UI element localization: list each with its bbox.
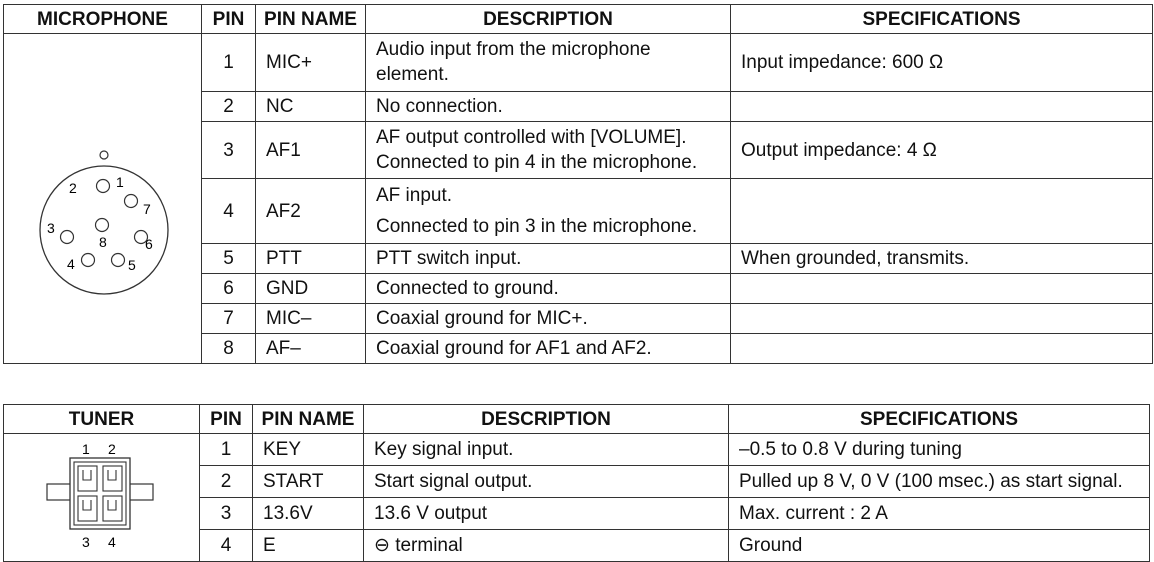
tuner-pinout-table [3, 404, 1150, 562]
pin-name: NC [256, 91, 366, 121]
pin-description [366, 179, 731, 244]
pin-name: AF1 [256, 121, 366, 179]
pin-description: Connected to ground. [366, 274, 731, 304]
description-line: AF input. [376, 185, 453, 207]
pin-specification [731, 334, 1153, 364]
pin-description: Coaxial ground for AF1 and AF2. [366, 334, 731, 364]
pin-description [366, 34, 731, 92]
header-specifications: SPECIFICATIONS [729, 405, 1150, 434]
pin-description: Key signal input. [364, 434, 729, 466]
pin-label-1: 1 [116, 174, 124, 190]
pin-specification: –0.5 to 0.8 V during tuning [729, 434, 1150, 466]
pin-description: 13.6 V output [364, 498, 729, 530]
description-line: AF output controlled with [VOLUME]. [376, 127, 687, 149]
pin-specification: Pulled up 8 V, 0 V (100 msec.) as start signal. [729, 466, 1150, 498]
pin-label-7: 7 [143, 201, 151, 217]
pin-number: 1 [200, 434, 253, 466]
pin-number: 4 [200, 530, 253, 562]
header-pin-name: PIN NAME [256, 5, 366, 34]
header-connector: TUNER [4, 405, 200, 434]
pin-label-2: 2 [108, 441, 116, 457]
pin-name: KEY [253, 434, 364, 466]
pin-label-2: 2 [69, 180, 77, 196]
table-row [4, 34, 1153, 92]
pin-number: 2 [200, 466, 253, 498]
header-pin: PIN [200, 405, 253, 434]
pin-specification [731, 91, 1153, 121]
header-specifications: SPECIFICATIONS [731, 5, 1153, 34]
pin-name: GND [256, 274, 366, 304]
header-row [4, 405, 1150, 434]
header-pin: PIN [202, 5, 256, 34]
tuner-connector-icon [4, 434, 200, 554]
pin-label-4: 4 [67, 256, 75, 272]
pin-number: 3 [202, 121, 256, 179]
pin-specification: Input impedance: 600 Ω [731, 34, 1153, 92]
pin-description [366, 121, 731, 179]
header-description: DESCRIPTION [366, 5, 731, 34]
pin-specification: Ground [729, 530, 1150, 562]
pin-description: PTT switch input. [366, 244, 731, 274]
pin-name: MIC– [256, 304, 366, 334]
pin-specification: When grounded, transmits. [731, 244, 1153, 274]
pin-specification: Output impedance: 4 Ω [731, 121, 1153, 179]
microphone-connector-icon [4, 34, 202, 356]
pin-label-3: 3 [47, 220, 55, 236]
pin-name: AF– [256, 334, 366, 364]
pin-number: 5 [202, 244, 256, 274]
microphone-connector-diagram [4, 34, 202, 364]
pin-specification [731, 304, 1153, 334]
pin-name: START [253, 466, 364, 498]
pin-description: Coaxial ground for MIC+. [366, 304, 731, 334]
description-line: element. [376, 64, 449, 86]
pin-label-6: 6 [145, 236, 153, 252]
header-description: DESCRIPTION [364, 405, 729, 434]
pin-name: E [253, 530, 364, 562]
description-line: Connected to pin 3 in the microphone. [376, 216, 698, 238]
microphone-pinout-table [3, 4, 1153, 364]
pin-label-5: 5 [128, 257, 136, 273]
header-row [4, 5, 1153, 34]
pin-number: 1 [202, 34, 256, 92]
pin-number: 3 [200, 498, 253, 530]
pin-specification: Max. current : 2 A [729, 498, 1150, 530]
pin-number: 7 [202, 304, 256, 334]
pin-name: AF2 [256, 179, 366, 244]
table-row [4, 434, 1150, 466]
header-connector: MICROPHONE [4, 5, 202, 34]
pin-description: ⊖ terminal [364, 530, 729, 562]
pin-description: No connection. [366, 91, 731, 121]
pin-number: 2 [202, 91, 256, 121]
pin-name: PTT [256, 244, 366, 274]
description-line: Audio input from the microphone [376, 39, 651, 61]
pin-name: MIC+ [256, 34, 366, 92]
pin-number: 6 [202, 274, 256, 304]
pin-number: 8 [202, 334, 256, 364]
tuner-connector-diagram [4, 434, 200, 562]
pin-label-8: 8 [99, 234, 107, 250]
pin-specification [731, 179, 1153, 244]
pin-specification [731, 274, 1153, 304]
pin-label-3: 3 [82, 534, 90, 550]
description-line: Connected to pin 4 in the microphone. [376, 152, 698, 174]
pin-name: 13.6V [253, 498, 364, 530]
pin-label-4: 4 [108, 534, 116, 550]
header-pin-name: PIN NAME [253, 405, 364, 434]
pin-description: Start signal output. [364, 466, 729, 498]
pin-label-1: 1 [82, 441, 90, 457]
pin-number: 4 [202, 179, 256, 244]
